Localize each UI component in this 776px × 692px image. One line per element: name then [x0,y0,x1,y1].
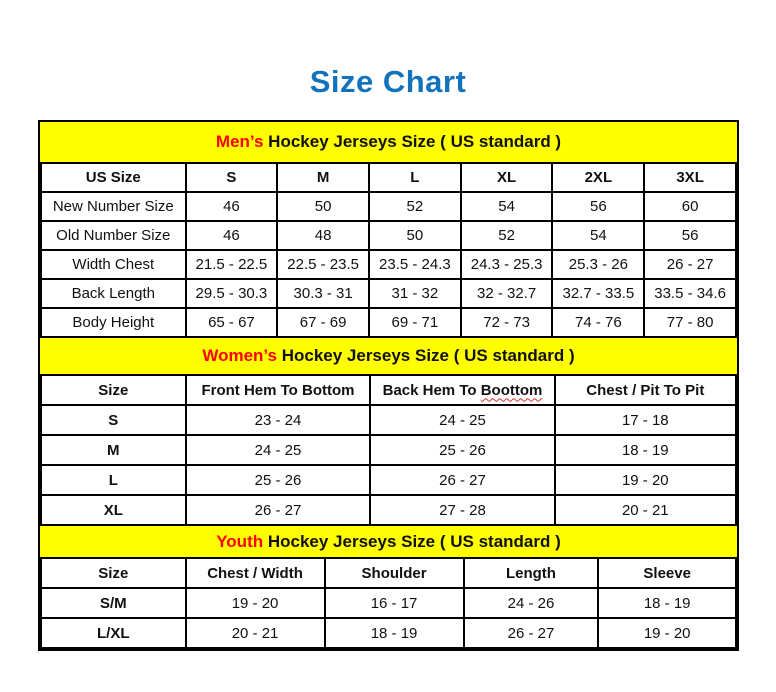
mens-section-banner [40,122,737,162]
table-row [41,588,736,618]
value-cell: 18 - 19 [555,435,736,465]
table-row [41,308,736,337]
value-cell: 19 - 20 [555,465,736,495]
column-header-cell: Size [41,558,186,588]
column-header-cell: Shoulder [325,558,464,588]
value-cell: 33.5 - 34.6 [644,279,736,308]
row-label-cell: L/XL [41,618,186,648]
mens-header-row [41,163,736,192]
column-header-cell: Length [464,558,599,588]
youth-header-row [41,558,736,588]
value-cell: 67 - 69 [277,308,369,337]
page-title: Size Chart [309,64,467,99]
value-cell: 46 [186,221,278,250]
column-header-cell: Chest / Pit To Pit [555,375,736,405]
value-cell: 30.3 - 31 [277,279,369,308]
value-cell: 54 [461,192,553,221]
mens-banner-text: Hockey Jerseys Size ( US standard ) [263,132,562,151]
value-cell: 18 - 19 [598,588,736,618]
womens-section-banner [40,338,737,374]
row-label-cell: Back Length [41,279,186,308]
value-cell: 19 - 20 [186,588,325,618]
table-row [41,279,736,308]
table-row [41,495,736,525]
value-cell: 24 - 25 [186,435,371,465]
row-label-cell: S [41,405,186,435]
column-header-cell [370,375,554,405]
value-cell: 21.5 - 22.5 [186,250,278,279]
row-label-cell: Old Number Size [41,221,186,250]
value-cell: 54 [552,221,644,250]
mens-banner-highlight: Men’s [215,132,264,151]
youth-section-banner [40,526,737,557]
value-cell: 20 - 21 [555,495,736,525]
value-cell: 31 - 32 [369,279,461,308]
mens-size-table [40,162,737,338]
row-label-cell: Body Height [41,308,186,337]
column-header-text: Back Hem To [382,381,481,399]
value-cell: 60 [644,192,736,221]
column-header-cell: 3XL [644,163,736,192]
youth-banner-highlight: Youth [216,531,264,551]
table-row [41,618,736,648]
value-cell: 19 - 20 [598,618,736,648]
table-row [41,221,736,250]
column-header-cell: M [277,163,369,192]
table-row [41,192,736,221]
value-cell: 52 [369,192,461,221]
value-cell: 77 - 80 [644,308,736,337]
value-cell: 16 - 17 [325,588,464,618]
table-row [41,405,736,435]
value-cell: 46 [186,192,278,221]
value-cell: 24 - 26 [464,588,599,618]
value-cell: 22.5 - 23.5 [277,250,369,279]
table-row [41,250,736,279]
value-cell: 29.5 - 30.3 [186,279,278,308]
value-cell: 50 [277,192,369,221]
value-cell: 56 [644,221,736,250]
value-cell: 72 - 73 [461,308,553,337]
womens-header-row [41,375,736,405]
row-label-cell: S/M [41,588,186,618]
value-cell: 23 - 24 [186,405,371,435]
youth-size-table [40,557,737,649]
row-label-cell: XL [41,495,186,525]
value-cell: 18 - 19 [325,618,464,648]
row-label-cell: L [41,465,186,495]
value-cell: 65 - 67 [186,308,278,337]
column-header-cell: Front Hem To Bottom [186,375,371,405]
womens-banner-highlight: Women’s [202,346,277,365]
value-cell: 26 - 27 [186,495,371,525]
value-cell: 25 - 26 [370,435,554,465]
column-header-cell: Size [41,375,186,405]
value-cell: 20 - 21 [186,618,325,648]
misspelled-word: Boottom [480,381,543,399]
value-cell: 25 - 26 [186,465,371,495]
row-label-cell: Width Chest [41,250,186,279]
value-cell: 26 - 27 [644,250,736,279]
row-label-cell: M [41,435,186,465]
value-cell: 27 - 28 [370,495,554,525]
value-cell: 26 - 27 [370,465,554,495]
size-chart-box [38,120,739,651]
column-header-cell: Sleeve [598,558,736,588]
value-cell: 24.3 - 25.3 [461,250,553,279]
column-header-cell: S [186,163,278,192]
column-header-cell: Chest / Width [186,558,325,588]
value-cell: 23.5 - 24.3 [369,250,461,279]
value-cell: 69 - 71 [369,308,461,337]
value-cell: 56 [552,192,644,221]
value-cell: 32 - 32.7 [461,279,553,308]
value-cell: 26 - 27 [464,618,599,648]
value-cell: 25.3 - 26 [552,250,644,279]
womens-size-table [40,374,737,526]
table-row [41,465,736,495]
value-cell: 52 [461,221,553,250]
value-cell: 32.7 - 33.5 [552,279,644,308]
value-cell: 50 [369,221,461,250]
value-cell: 24 - 25 [370,405,554,435]
column-header-cell: 2XL [552,163,644,192]
column-header-cell: XL [461,163,553,192]
value-cell: 74 - 76 [552,308,644,337]
value-cell: 17 - 18 [555,405,736,435]
womens-banner-text: Hockey Jerseys Size ( US standard ) [276,346,575,365]
row-label-cell: New Number Size [41,192,186,221]
column-header-cell: L [369,163,461,192]
column-header-cell: US Size [41,163,186,192]
youth-banner-text: Hockey Jerseys Size ( US standard ) [263,531,561,551]
value-cell: 48 [277,221,369,250]
table-row [41,435,736,465]
